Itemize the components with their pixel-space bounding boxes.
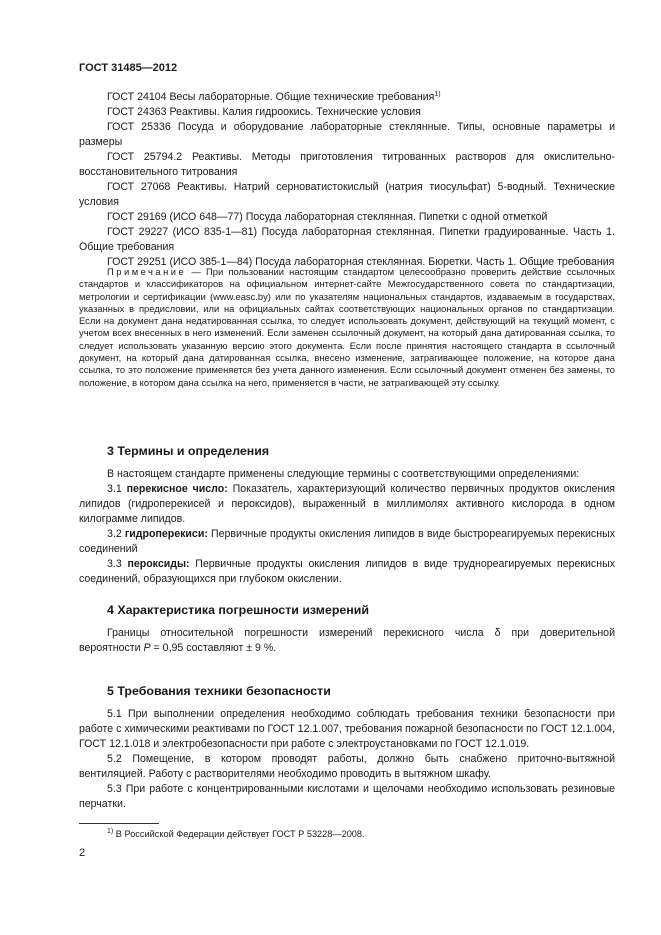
page-number: 2 [79,847,86,859]
term-name: гидроперекиси: [124,528,208,540]
term-definition: 3.2 гидроперекиси: Первичные продукты окисления липидов в виде быстрореагируемых перекисных соединений [79,528,615,555]
reference-item: ГОСТ 29251 (ИСО 385-1—84) Посуда лабораторная стеклянная. Бюретки. Часть 1. Общие требования [107,256,615,268]
term-definition: 3.3 пероксиды: Первичные продукты окисления липидов в виде труднореагируемых перекисных соединений, образующихся при глубоком окислении. [79,558,615,585]
footnote-mark: 1) [434,91,441,98]
section-safety [79,683,615,812]
footnote-divider [79,823,159,824]
footnote-mark: 1) [107,828,114,835]
reference-item: ГОСТ 24104 Весы лабораторные. Общие технические требования$^{1)}$ [107,91,441,103]
section-paragraph: 5.2 Помещение, в котором проводят работы, должно быть снабжено приточно-вытяжной вентиляцией. Работу с растворителями необходимо проводить в вытяжном шкафу. [79,753,615,780]
section-heading: 5 Требования техники безопасности [107,684,331,698]
section-paragraph: 5.1 При выполнении определения необходимо соблюдать требования техники безопасности при работе с химическими реактивами по ГОСТ 12.1.007, требования пожарной безопасности по ГОСТ 12.1.004, ГОСТ 12.1.018 и электробезопасности при работе с электроустановками по ГОСТ 12.1.019. [79,708,615,750]
section-heading: 4 Характеристика погрешности измерений [107,603,370,617]
reference-item: ГОСТ 25336 Посуда и оборудование лабораторные стеклянные. Типы, основные параметры и размеры [79,121,615,148]
reference-item: ГОСТ 27068 Реактивы. Натрий серноватистокислый (натрия тиосульфат) 5-водный. Технические условия [79,181,615,208]
term-definition: 3.1 перекисное число: Показатель, характеризующий количество первичных продуктов окисления липидов (гидроперекисей и пероксидов), выраженный в миллимолях активного кислорода в одном килограмме липидов. [79,483,615,525]
reference-item: ГОСТ 25794.2 Реактивы. Методы приготовления титрованных растворов для окислительно-восстановительного титрования [79,151,615,178]
section-terms [79,443,615,587]
section-paragraph: Границы относительной погрешности измерений перекисного числа δ при доверительной вероятности P = 0,95 составляют ± 9 %. [79,627,615,654]
note-text: — При пользовании настоящим стандартом целесообразно проверить действие ссылочных стандартов и классификаторов на официальном интернет-сайте Межгосударственного совета по стандартизации, метрологии и сертификации (www.easc.by) или по указателям национальных стандартов, издаваемым в государствах, указанных в предисловии, или на официальных сайтах соответствующих национальных органов по стандартизации. Если на документ дана недатированная ссылка, то следует использовать документ, действующий на текущий момент, с учетом всех внесенных в него изменений. Если заменен ссылочный документ, на который дана датированная ссылка, то следует использовать указанную версию этого документа. Если после принятия настоящего стандарта в ссылочный документ, на который дана датированная ссылка, внесено изменение, затрагивающее положение, на которое дана ссылка, то это положение применяется без учета данного изменения. Если ссылочный документ отменен без замены, то положение, в котором дана ссылка на него, применяется в части, не затрагивающей эту ссылку. [79,266,615,388]
footnote: $^{1)}$ В Российской Федерации действует ГОСТ Р 53228—2008. [107,828,365,839]
section-measurement-error [79,602,615,656]
reference-item: ГОСТ 29169 (ИСО 648—77) Посуда лабораторная стеклянная. Пипетки с одной отметкой [107,211,548,223]
section-heading: 3 Термины и определения [107,444,270,458]
note-label: Примечание [107,266,187,277]
section-intro: В настоящем стандарте применены следующие термины с соответствующими определениями: [107,468,580,480]
document-header: ГОСТ 31485—2012 [79,62,178,74]
normative-references-list [79,90,615,270]
section-paragraph: 5.3 При работе с концентрированными кислотами и щелочами необходимо использовать резиновые перчатки. [79,783,615,810]
term-name: перекисное число: [126,483,228,495]
term-name: пероксиды: [127,558,190,570]
reference-item: ГОСТ 24363 Реактивы. Калия гидроокись. Технические условия [107,106,421,118]
reference-item: ГОСТ 29227 (ИСО 835-1—81) Посуда лабораторная стеклянная. Пипетки градуированные. Часть 1. Общие требования [79,226,615,253]
note-block [79,266,615,389]
